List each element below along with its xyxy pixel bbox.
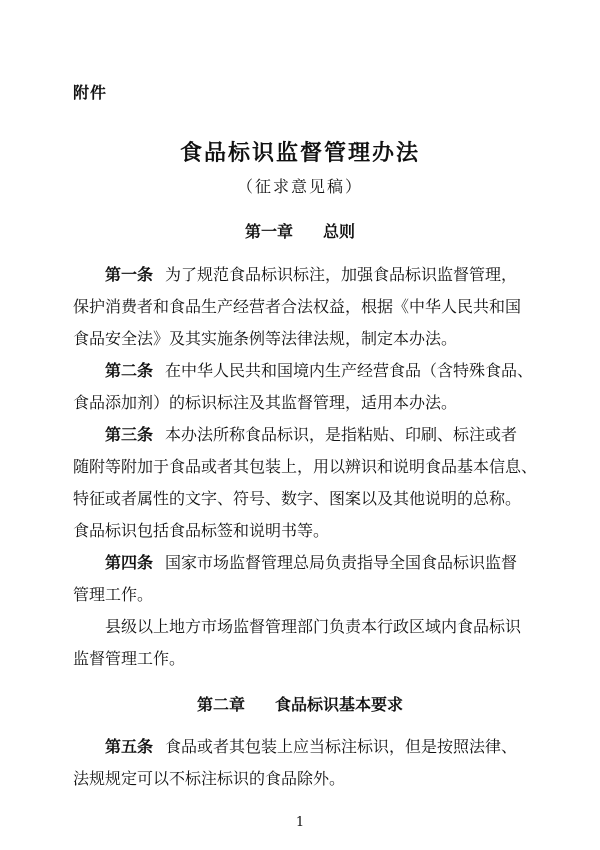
article-4-paragraph-2-line-2: 监督管理工作。 — [73, 649, 186, 668]
article-1-text-1: 为了规范食品标识标注，加强食品标识监督管理， — [165, 265, 518, 284]
article-3-line-1 — [105, 425, 517, 445]
article-3-line-4: 食品标识包括食品标签和说明书等。 — [73, 521, 330, 540]
article-2-text-1: 在中华人民共和国境内生产经营食品（含特殊食品、 — [165, 361, 534, 380]
article-2-line-2: 食品添加剂）的标识标注及其监督管理，适用本办法。 — [73, 393, 458, 412]
article-3-text-1: 本办法所称食品标识，是指粘贴、印刷、标注或者 — [165, 425, 518, 444]
attachment-label: 附件 — [73, 83, 108, 102]
article-4-label: 第四条 — [105, 553, 154, 572]
article-1-line-1 — [105, 265, 517, 285]
article-2-line-1 — [105, 361, 533, 381]
chapter-1-heading — [0, 219, 600, 242]
article-4-paragraph-2-line-1: 县级以上地方市场监督管理部门负责本行政区域内食品标识 — [105, 617, 522, 636]
article-1-line-3: 食品安全法》及其实施条例等法律法规，制定本办法。 — [73, 329, 458, 348]
article-5-text-1: 食品或者其包装上应当标注标识，但是按照法律、 — [165, 737, 518, 756]
article-3-line-2: 随附等附加于食品或者其包装上，用以辨识和说明食品基本信息、 — [73, 457, 538, 476]
chapter-2-heading — [0, 692, 600, 715]
article-4-line-1 — [105, 553, 517, 573]
document-title: 食品标识监督管理办法 — [179, 140, 420, 166]
chapter-1-name: 总则 — [323, 222, 356, 241]
article-5-line-1 — [105, 737, 517, 757]
article-5-line-2: 法规规定可以不标注标识的食品除外。 — [73, 769, 346, 788]
page-number: 1 — [295, 815, 305, 830]
chapter-2-name: 食品标识基本要求 — [275, 695, 404, 714]
article-1-label: 第一条 — [105, 265, 154, 284]
article-1-line-2: 保护消费者和食品生产经营者合法权益，根据《中华人民共和国 — [73, 297, 522, 316]
article-4-text-1: 国家市场监督管理总局负责指导全国食品标识监督 — [165, 553, 518, 572]
document-subtitle: （征求意见稿） — [236, 177, 363, 196]
chapter-2-number: 第二章 — [196, 695, 245, 714]
article-5-label: 第五条 — [105, 737, 154, 756]
article-3-label: 第三条 — [105, 425, 154, 444]
article-4-line-2: 管理工作。 — [73, 585, 154, 604]
article-3-line-3: 特征或者属性的文字、符号、数字、图案以及其他说明的总称。 — [73, 489, 522, 508]
article-2-label: 第二条 — [105, 361, 154, 380]
chapter-1-number: 第一章 — [244, 222, 293, 241]
